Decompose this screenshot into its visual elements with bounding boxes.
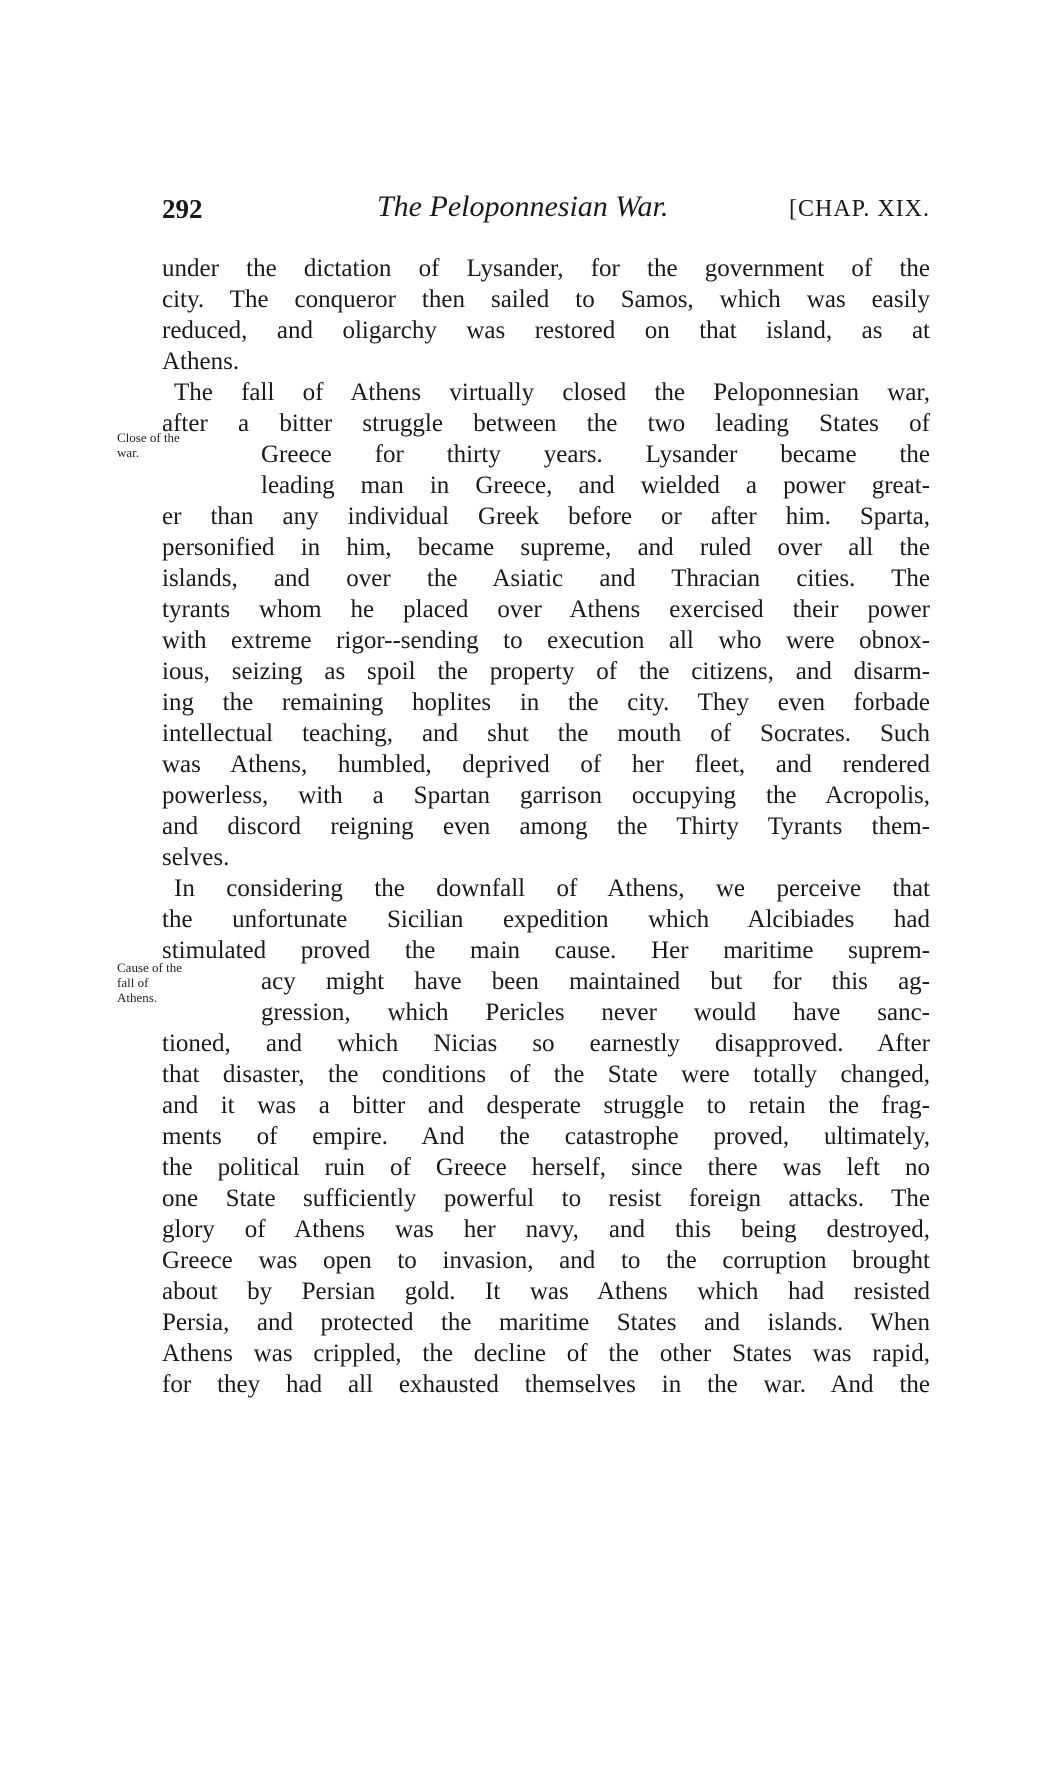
text-line: intellectual teaching, and shut the mouth of Socrates. Such (162, 720, 930, 747)
text-line: islands, and over the Asiatic and Thracian cities. The (162, 565, 930, 592)
text-line: reduced, and oligarchy was restored on that island, as at (162, 317, 930, 344)
margin-note-line: Cause of the (117, 960, 182, 975)
text-line: glory of Athens was her navy, and this being destroyed, (162, 1216, 930, 1243)
chapter-label: [CHAP. XIX. (788, 196, 930, 222)
text-line: that disaster, the conditions of the State were totally changed, (162, 1061, 930, 1088)
page-number: 292 (162, 194, 203, 224)
margin-note-line: Close of the (117, 430, 180, 445)
text-line: ious, seizing as spoil the property of the citizens, and disarm- (162, 658, 930, 685)
page-header (162, 190, 930, 234)
text-line: ing the remaining hoplites in the city. They even forbade (162, 689, 930, 716)
text-line: Athens was crippled, the decline of the other States was rapid, (162, 1340, 930, 1367)
text-line: and discord reigning even among the Thirty Tyrants them- (162, 813, 930, 840)
text-line: tyrants whom he placed over Athens exercised their power (162, 596, 930, 623)
text-line: acy might have been maintained but for this ag- (261, 968, 930, 995)
text-line: and it was a bitter and desperate struggle to retain the frag- (162, 1092, 930, 1119)
text-line: about by Persian gold. It was Athens which had resisted (162, 1278, 930, 1305)
text-line: stimulated proved the main cause. Her maritime suprem- (162, 937, 930, 964)
text-line: Athens. (162, 348, 240, 375)
margin-note-line: fall of (117, 975, 149, 990)
text-line: Persia, and protected the maritime States and islands. When (162, 1309, 930, 1336)
text-line: leading man in Greece, and wielded a power great- (261, 472, 930, 499)
text-line: the political ruin of Greece herself, since there was left no (162, 1154, 930, 1181)
text-line: city. The conqueror then sailed to Samos, which was easily (162, 286, 930, 313)
running-title: The Peloponnesian War. (377, 190, 669, 223)
text-line: In considering the downfall of Athens, we perceive that (174, 875, 930, 902)
margin-note-line: Athens. (117, 990, 158, 1005)
text-line: gression, which Pericles never would have sanc- (261, 999, 930, 1026)
text-line: powerless, with a Spartan garrison occupying the Acropolis, (162, 782, 930, 809)
text-line: ments of empire. And the catastrophe proved, ultimately, (162, 1123, 930, 1150)
text-line: er than any individual Greek before or after him. Sparta, (162, 503, 930, 530)
text-line: under the dictation of Lysander, for the government of the (162, 255, 930, 282)
text-line: selves. (162, 844, 230, 871)
text-line: tioned, and which Nicias so earnestly disapproved. After (162, 1030, 930, 1057)
text-line: after a bitter struggle between the two leading States of (162, 410, 930, 437)
text-line: The fall of Athens virtually closed the Peloponnesian war, (174, 379, 930, 406)
margin-note-line: war. (117, 445, 140, 460)
text-line: one State sufficiently powerful to resist foreign attacks. The (162, 1185, 930, 1212)
text-line: for they had all exhausted themselves in the war. And the (162, 1371, 930, 1398)
text-line: was Athens, humbled, deprived of her fleet, and rendered (162, 751, 930, 778)
text-line: Greece was open to invasion, and to the corruption brought (162, 1247, 930, 1274)
text-line: personified in him, became supreme, and ruled over all the (162, 534, 930, 561)
text-line: the unfortunate Sicilian expedition which Alcibiades had (162, 906, 930, 933)
text-line: with extreme rigor--sending to execution all who were obnox- (162, 627, 930, 654)
text-line: Greece for thirty years. Lysander became the (261, 441, 930, 468)
